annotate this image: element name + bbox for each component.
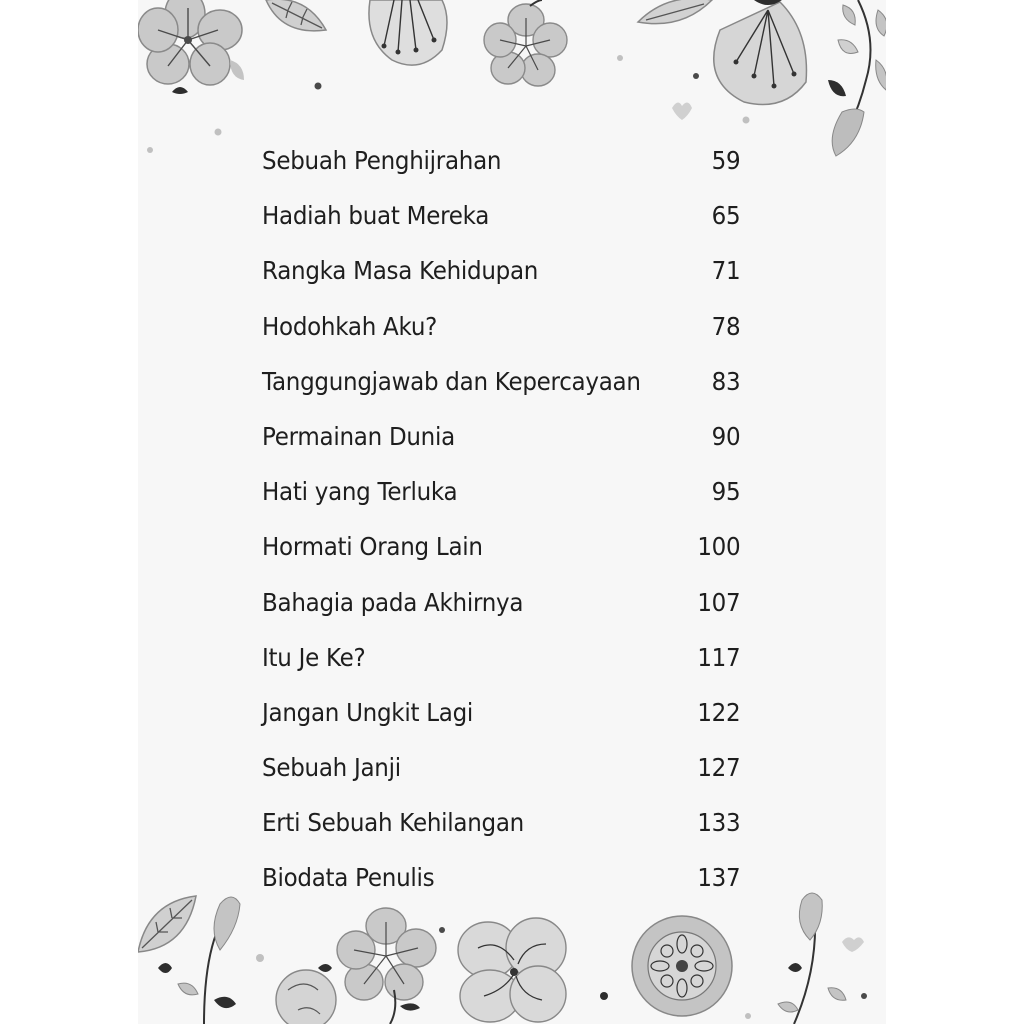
toc-entry[interactable] bbox=[262, 243, 740, 298]
toc-entry-title: Biodata Penulis bbox=[262, 863, 435, 893]
toc-entry-page-number: 78 bbox=[711, 311, 741, 341]
toc-entry[interactable] bbox=[262, 795, 740, 850]
toc-entry-title: Itu Je Ke? bbox=[262, 642, 366, 672]
toc-entry[interactable] bbox=[262, 354, 740, 409]
toc-entry-title: Sebuah Penghijrahan bbox=[262, 146, 502, 175]
toc-entry-title: Hodohkah Aku? bbox=[262, 311, 438, 341]
toc-entry-page-number: 59 bbox=[711, 146, 741, 175]
bell-flower-icon bbox=[369, 0, 447, 65]
toc-entry[interactable] bbox=[262, 464, 740, 519]
toc-entry-page-number: 65 bbox=[711, 201, 741, 231]
table-of-contents bbox=[262, 133, 782, 906]
toc-entry-page-number: 71 bbox=[711, 256, 741, 286]
leaf-icon bbox=[266, 0, 326, 31]
toc-entry-page-number: 83 bbox=[711, 366, 741, 396]
toc-entry-page-number: 137 bbox=[697, 863, 741, 893]
toc-entry-title: Hormati Orang Lain bbox=[262, 532, 483, 562]
toc-entry-page-number: 122 bbox=[697, 697, 741, 727]
flower-icon bbox=[138, 0, 242, 85]
toc-entry-title: Rangka Masa Kehidupan bbox=[262, 256, 539, 286]
toc-entry[interactable] bbox=[262, 850, 740, 905]
toc-entry-title: Jangan Ungkit Lagi bbox=[262, 697, 474, 727]
toc-entry[interactable] bbox=[262, 740, 740, 795]
toc-entry-page-number: 100 bbox=[697, 532, 741, 562]
toc-entry[interactable] bbox=[262, 299, 740, 354]
toc-entry[interactable] bbox=[262, 630, 740, 685]
book-page bbox=[138, 0, 886, 1024]
toc-entry[interactable] bbox=[262, 519, 740, 574]
branch-icon bbox=[828, 0, 886, 156]
toc-entry-title: Hadiah buat Mereka bbox=[262, 201, 490, 231]
toc-entry[interactable] bbox=[262, 133, 740, 188]
toc-entry[interactable] bbox=[262, 409, 740, 464]
toc-entry-page-number: 133 bbox=[697, 808, 741, 838]
toc-entry-page-number: 95 bbox=[711, 477, 741, 507]
heart-icon bbox=[672, 102, 692, 120]
toc-entry-page-number: 117 bbox=[697, 642, 741, 672]
leaf-icon bbox=[138, 896, 196, 952]
toc-entry-title: Sebuah Janji bbox=[262, 753, 401, 783]
toc-entry-page-number: 107 bbox=[697, 587, 741, 617]
toc-entry-title: Tanggungjawab dan Kepercayaan bbox=[262, 366, 641, 396]
leaf-icon bbox=[230, 60, 244, 80]
branch-icon bbox=[778, 893, 864, 1024]
leaf-icon bbox=[638, 0, 712, 24]
toc-entry[interactable] bbox=[262, 188, 740, 243]
toc-entry-title: Bahagia pada Akhirnya bbox=[262, 587, 524, 617]
toc-entry-title: Hati yang Terluka bbox=[262, 477, 458, 507]
toc-entry[interactable] bbox=[262, 685, 740, 740]
flower-icon bbox=[484, 0, 567, 86]
flower-icon bbox=[276, 970, 336, 1024]
toc-entry-title: Erti Sebuah Kehilangan bbox=[262, 808, 524, 838]
toc-entry[interactable] bbox=[262, 575, 740, 630]
toc-entry-title: Permainan Dunia bbox=[262, 421, 455, 451]
flower-icon bbox=[458, 918, 566, 1022]
bell-flower-icon bbox=[714, 0, 807, 105]
toc-entry-page-number: 90 bbox=[711, 421, 741, 451]
leaf-icon bbox=[172, 87, 188, 94]
flower-icon bbox=[632, 916, 732, 1016]
toc-entry-page-number: 127 bbox=[697, 753, 741, 783]
